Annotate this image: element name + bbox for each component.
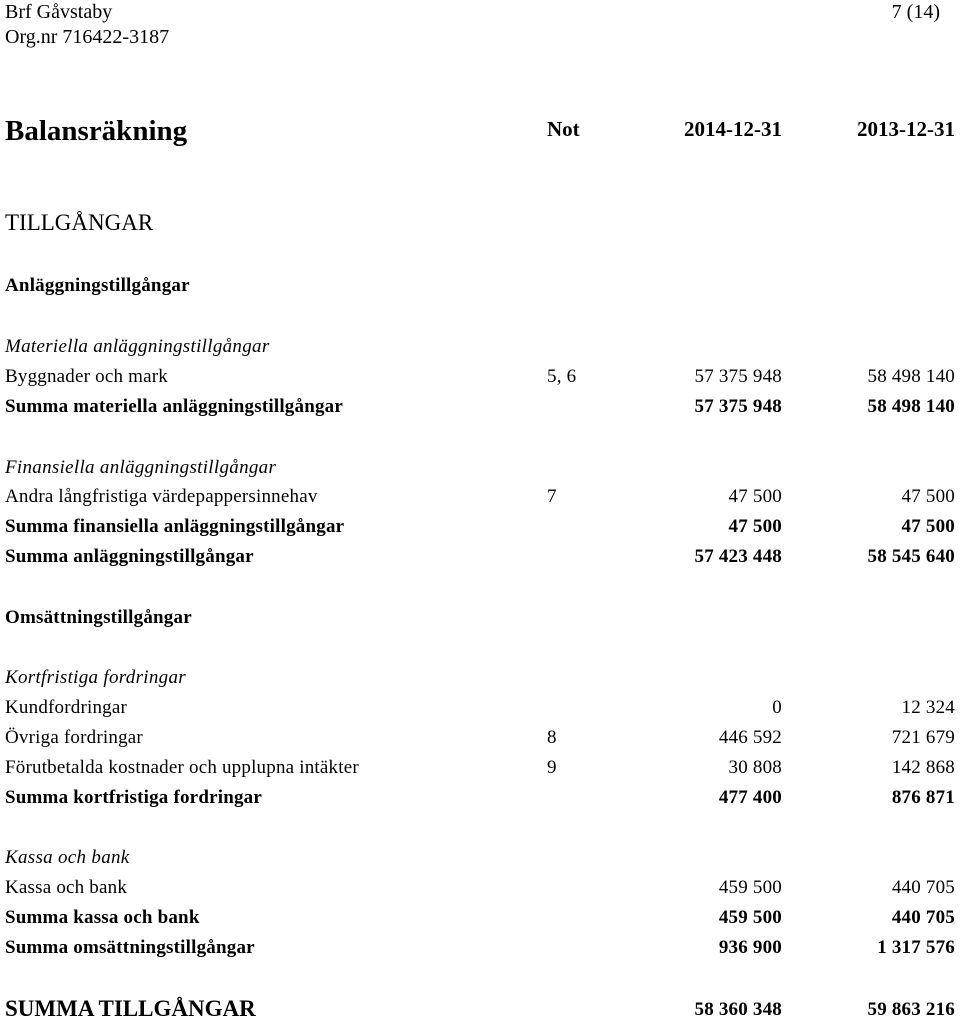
row-value-2014: 30 808 <box>728 757 782 778</box>
row-value-2014: 47 500 <box>728 516 782 537</box>
row-value-2014: 936 900 <box>718 937 782 958</box>
tangible-assets-heading: Materiella anläggningstillgångar <box>5 336 270 357</box>
page-number: 7 (14) <box>891 1 940 23</box>
column-header-2013: 2013-12-31 <box>857 117 955 141</box>
row-value-2014: 446 592 <box>718 727 782 748</box>
row-label: Övriga fordringar <box>5 727 143 748</box>
row-label: Summa finansiella anläggningstillgångar <box>5 516 345 537</box>
cash-heading: Kassa och bank <box>5 847 130 868</box>
current-assets-heading: Omsättningstillgångar <box>5 607 192 628</box>
fixed-assets-heading: Anläggningstillgångar <box>5 275 190 296</box>
row-value-2013: 12 324 <box>901 697 955 718</box>
row-value-2014: 459 500 <box>718 907 782 928</box>
row-value-2013: 721 679 <box>891 727 955 748</box>
total-label: SUMMA TILLGÅNGAR <box>5 996 256 1021</box>
total-value-2014: 58 360 348 <box>694 999 782 1020</box>
row-value-2013: 58 545 640 <box>867 546 955 567</box>
row-value-2013: 1 317 576 <box>877 937 955 958</box>
row-label: Kassa och bank <box>5 877 128 898</box>
row-label: Summa anläggningstillgångar <box>5 546 254 567</box>
row-label: Kundfordringar <box>5 697 128 718</box>
row-value-2013: 47 500 <box>901 516 955 537</box>
total-value-2013: 59 863 216 <box>867 999 955 1020</box>
financial-assets-heading: Finansiella anläggningstillgångar <box>5 457 277 478</box>
organization-number: Org.nr 716422-3187 <box>5 26 170 48</box>
row-value-2014: 459 500 <box>718 877 782 898</box>
row-value-2013: 58 498 140 <box>867 366 955 387</box>
receivables-heading: Kortfristiga fordringar <box>5 667 186 688</box>
row-note: 8 <box>547 727 557 748</box>
row-note: 9 <box>547 757 557 778</box>
row-value-2014: 57 375 948 <box>694 366 782 387</box>
row-value-2013: 876 871 <box>891 787 955 808</box>
column-header-note: Not <box>547 117 580 141</box>
row-label: Summa kassa och bank <box>5 907 200 928</box>
row-note: 5, 6 <box>547 366 577 387</box>
row-label: Summa materiella anläggningstillgångar <box>5 396 343 417</box>
row-value-2014: 57 423 448 <box>694 546 782 567</box>
row-value-2013: 440 705 <box>891 907 955 928</box>
page-title: Balansräkning <box>5 115 188 147</box>
row-value-2014: 47 500 <box>728 486 782 507</box>
row-note: 7 <box>547 486 557 507</box>
row-value-2013: 47 500 <box>901 486 955 507</box>
row-label: Förutbetalda kostnader och upplupna intäkter <box>5 757 359 778</box>
column-header-2014: 2014-12-31 <box>684 117 782 141</box>
assets-heading: TILLGÅNGAR <box>5 210 154 235</box>
row-label: Byggnader och mark <box>5 366 168 387</box>
row-value-2013: 58 498 140 <box>867 396 955 417</box>
row-value-2014: 57 375 948 <box>694 396 782 417</box>
row-value-2013: 142 868 <box>891 757 955 778</box>
organization-name: Brf Gåvstaby <box>5 1 113 23</box>
row-label: Andra långfristiga värdepappersinnehav <box>5 486 318 507</box>
row-value-2014: 477 400 <box>718 787 782 808</box>
row-label: Summa kortfristiga fordringar <box>5 787 262 808</box>
row-value-2014: 0 <box>772 697 782 718</box>
row-value-2013: 440 705 <box>891 877 955 898</box>
row-label: Summa omsättningstillgångar <box>5 937 255 958</box>
